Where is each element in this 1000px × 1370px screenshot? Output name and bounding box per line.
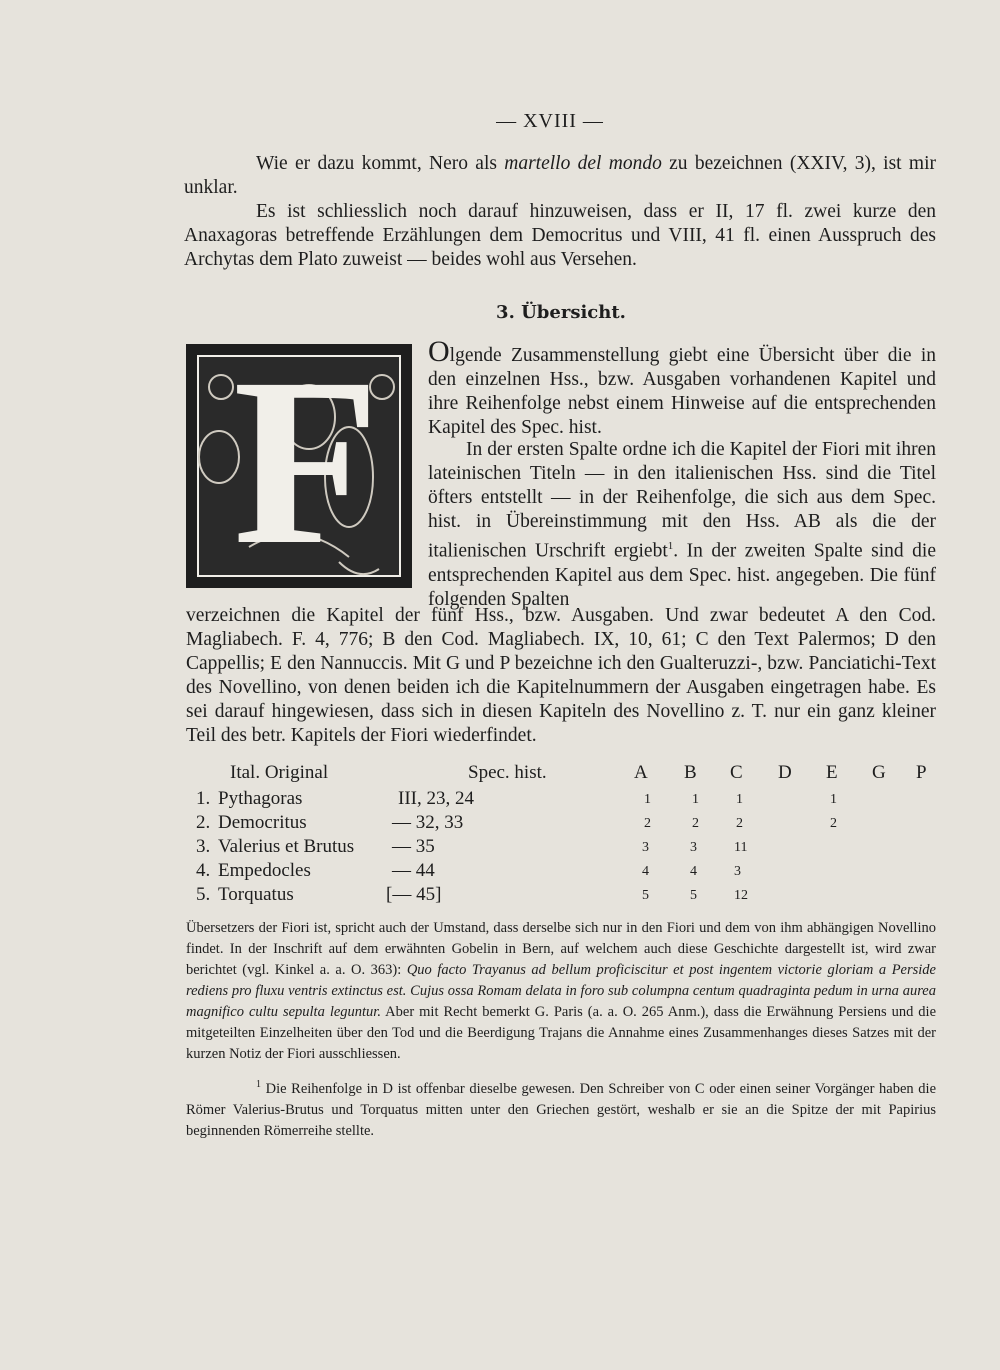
- table-row: [186, 884, 946, 908]
- side-text-1: lgende Zusammenstellung giebt eine Übersicht über die in den einzelnen Hss., bzw. Ausgaben vorhandenen Kapitel und ihre Reihenfolge nebst einem Hinweise auf die entsprechenden Kapitel des Spec. hist.: [428, 345, 936, 438]
- table-row: [186, 836, 946, 860]
- row-c: 3: [734, 864, 741, 879]
- row-b: 5: [690, 888, 697, 903]
- intro-paragraph-1: [184, 152, 936, 200]
- header-c: C: [730, 762, 743, 783]
- row-b: 4: [690, 864, 697, 879]
- footnote-continued: [186, 918, 936, 1065]
- page-number: — XVIII —: [496, 110, 604, 132]
- header-a: A: [634, 762, 648, 783]
- row-spec: III, 23, 24: [398, 788, 474, 809]
- row-c: 12: [734, 888, 748, 903]
- row-c: 2: [736, 816, 743, 831]
- row-name: Democritus: [218, 812, 307, 833]
- row-spec: — 35: [392, 836, 435, 857]
- row-b: 1: [692, 792, 699, 807]
- row-a: 4: [642, 864, 649, 879]
- footnote-text-b: Aber mit Recht bemerkt G. Paris (a. a. O. 265 Anm.), dass die Erwähnung Persiens und die mitgeteilten Einzelheiten über den Tod und die Beerdigung Trajans die Annahme eines Zusammenhanges dieses Satzes mit der kurzen Notiz der Fiori ausschliessen.: [186, 1004, 937, 1062]
- side-paragraph-2: [428, 438, 936, 612]
- footnote-1: [186, 1074, 936, 1142]
- footnote-latin-quote: Quo facto Trayanus ad bellum proficiscitur et post ingentem victorie gloriam a Perside rediens pro fluxu ventris extinctus est. Cujus ossa Romam delata in foro sub columpna centum quadraginta pedum in urna aurea magnifico cultu sepulta leguntur.: [186, 962, 936, 1020]
- decorated-initial: [186, 328, 412, 594]
- initial-o: O: [428, 335, 450, 368]
- row-b: 2: [692, 816, 699, 831]
- side-paragraph-1: [428, 335, 936, 440]
- row-number: 3.: [196, 836, 211, 857]
- row-name: Empedocles: [218, 860, 311, 881]
- intro-text-a: Wie er dazu kommt, Nero als: [256, 153, 505, 174]
- intro-paragraph-2: Es ist schliesslich noch darauf hinzuweisen, dass er II, 17 fl. zwei kurze den Anaxagoras betreffende Erzählungen dem Democritus und VIII, 41 fl. einen Ausspruch des Archytas dem Plato zuweist — beides wohl aus Versehen.: [184, 201, 936, 270]
- intro-italic: martello del mondo: [504, 153, 662, 174]
- row-number: 4.: [196, 860, 211, 881]
- header-ital: Ital. Original: [230, 762, 329, 783]
- row-c: 11: [734, 840, 748, 855]
- table-row: [186, 860, 946, 884]
- row-e: 1: [830, 792, 837, 807]
- row-name: Valerius et Brutus: [218, 836, 355, 857]
- row-spec: — 32, 33: [392, 812, 464, 833]
- header-g: G: [872, 762, 886, 783]
- header-spec: Spec. hist.: [468, 762, 547, 783]
- row-a: 3: [642, 840, 649, 855]
- initial-letter: F: [233, 328, 380, 594]
- row-a: 2: [644, 816, 651, 831]
- row-spec: [— 45]: [386, 884, 442, 905]
- row-number: 5.: [196, 884, 211, 905]
- header-b: B: [684, 762, 697, 783]
- row-number: 2.: [196, 812, 211, 833]
- row-spec: — 44: [392, 860, 435, 881]
- full-width-paragraph: verzeichnen die Kapitel der fünf Hss., bzw. Ausgaben. Und zwar bedeutet A den Cod. Magliabech. F. 4, 776; B den Cod. Magliabech. IX, 10, 61; C den Text Palermos; D den Cappellis; E den Nannuccis. Mit G und P bezeichne ich den Gualteruzzi-, bzw. Panciatichi-Text des Novellino, von denen beiden ich die Kapitelnummern der Ausgaben eingetragen habe. Es sei darauf hingewiesen, dass sich in diesen Kapiteln des Novellino z. T. nur ein ganz kleiner Teil des betr. Kapitels der Fiori wiederfindet.: [186, 605, 936, 746]
- footnote-text-a: Übersetzers der Fiori ist, spricht auch der Umstand, dass derselbe sich nur in den Fiori und dem von ihm abhängigen Novellino findet. In der Inschrift auf dem erwähnten Gobelin in Bern, auf welchem auch diese Geschichte dargestellt ist, wird zwar berichtet (vgl. Kinkel a. a. O. 363):: [186, 920, 936, 978]
- footnote-ref: 1: [667, 540, 674, 552]
- side-text-3: . In der zweiten Spalte sind die entsprechenden Kapitel aus dem Spec. hist. angegeben. Die fünf folgenden Spalten: [428, 540, 936, 610]
- table-row: [186, 788, 946, 812]
- intro-text-b: zu bezeichnen (XXIV, 3), ist mir unklar.: [184, 153, 936, 198]
- row-number: 1.: [196, 788, 211, 809]
- header-d: D: [778, 762, 792, 783]
- footnote-marker: 1: [256, 1079, 261, 1090]
- row-e: 2: [830, 816, 837, 831]
- row-name: Pythagoras: [218, 788, 303, 809]
- table-header: [186, 762, 946, 786]
- row-name: Torquatus: [218, 884, 294, 905]
- row-a: 5: [642, 888, 649, 903]
- side-text-2: In der ersten Spalte ordne ich die Kapitel der Fiori mit ihren lateinischen Titeln — in den italienischen Hss. sind die Titel öfters entstellt — in der Reihenfolge, die sich aus dem Spec. hist. in Übereinstimmung mit den Hss. AB als die der italienischen Urschrift ergiebt: [428, 439, 936, 562]
- table-row: [186, 812, 946, 836]
- section-heading: 3. Übersicht.: [496, 302, 626, 323]
- header-p: P: [916, 762, 927, 783]
- row-a: 1: [644, 792, 651, 807]
- row-b: 3: [690, 840, 697, 855]
- header-e: E: [826, 762, 838, 783]
- row-c: 1: [736, 792, 743, 807]
- footnote-1-text: Die Reihenfolge in D ist offenbar dieselbe gewesen. Den Schreiber von C oder einen seiner Vorgänger haben die Römer Valerius-Brutus und Torquatus mitten unter den Griechen gestört, weshalb er sie an die Spitze der mit Papirius beginnenden Römerreihe stellte.: [186, 1080, 936, 1139]
